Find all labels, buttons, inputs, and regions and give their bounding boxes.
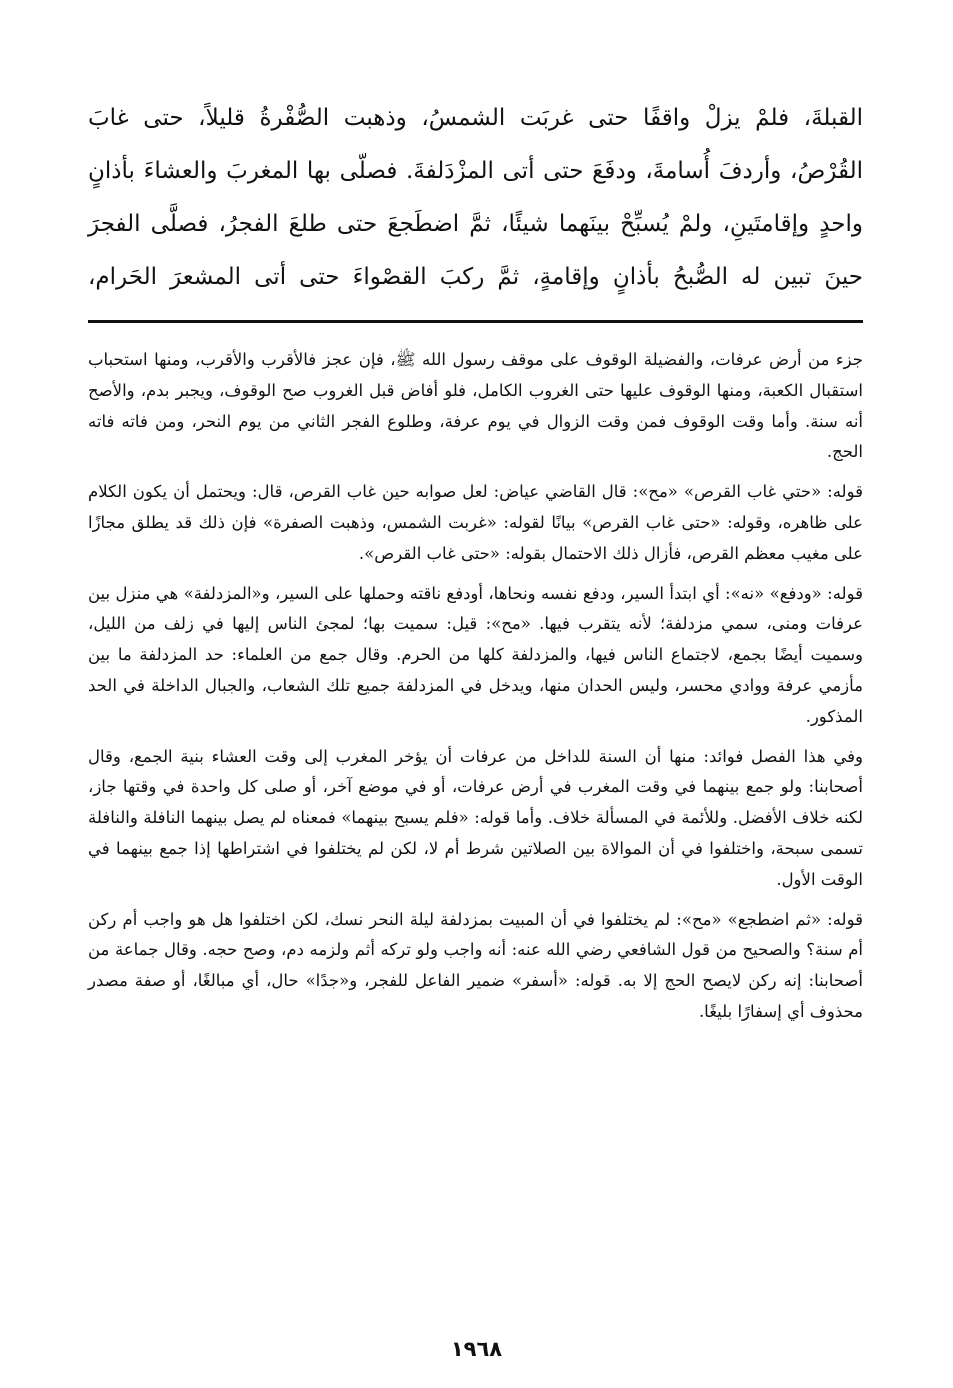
note-paragraph-3: قوله: «ودفع» «نه»: أي ابتدأ السير، ودفع نفسه ونحاها، أودفع ناقته وحملها على السير، و«المزدلفة» هي منزل بين عرفات ومنى، سمي مزدلفة؛ لأنه يتقرب فيها. «مح»: قيل: سميت بها؛ لمجئ الناس إليها في زلف من الليل، وسميت أيضًا بجمع، لاجتماع الناس فيها، والمزدلفة كلها من الحرم. وقال جمع من العلماء: حد المزدلفة ما بين مأزمي عرفة ووادي محسر، وليس الحدان منها، ويدخل في المزدلفة جميع تلك الشعاب، والجبال الداخلة في الحد المذكور.	[88, 583, 863, 726]
page-number: ١٩٦٨	[450, 1337, 503, 1361]
note-paragraph-1: جزء من أرض عرفات، والفضيلة الوقوف على موقف رسول الله ﷺ، فإن عجز فالأقرب والأقرب، ومنها استحباب استقبال الكعبة، ومنها الوقوف عليها حتى الغروب الكامل، فلو أفاض قبل الغروب صح الوقوف، ويجبر بدم، والأصح أنه سنة. وأما وقت الوقوف فمن وقت الزوال في يوم عرفة، وطلوع الفجر الثاني من يوم النحر، ومن فاته فاته الحج.	[88, 350, 863, 462]
document-page	[88, 92, 863, 1037]
note-paragraph-5: قوله: «ثم اضطجع» «مح»: لم يختلفوا في أن المبيت بمزدلفة ليلة النحر نسك، لكن اختلفوا هل هو واجب أم ركن أم سنة؟ والصحيح من قول الشافعي رضي الله عنه: أنه واجب ولو تركه أثم ولزمه دم، وصح حجه. وقال جماعة من أصحابنا: إنه ركن لايصح الحج إلا به. قوله: «أسفر» ضمير الفاعل للفجر، و«جدًا» حال، أي مبالغًا، أو صفة مصدر محذوف أي إسفارًا بليغًا.	[88, 909, 863, 1021]
hadith-main-text	[88, 92, 863, 304]
main-paragraph: القبلةَ، فلمْ يزلْ واقفًا حتى غربَت الشمسُ، وذهبت الصُّفْرةُ قليلاً، حتى غابَ القُرْصُ، وأردفَ أُسامةَ، ودفَعَ حتى أتى المزْدَلفةَ. فصلّى بها المغربَ والعشاءَ بأذانٍ واحدٍ وإقامتَينِ، ولمْ يُسبِّحْ بينَهما شيئًا، ثمَّ اضطَجعَ حتى طلعَ الفجرُ، فصلَّى الفجرَ حينَ تبين له الصُّبحُ بأذانٍ وإقامةٍ، ثمَّ ركبَ القصْواءَ حتى أتى المشعرَ الحَرام،	[88, 105, 863, 290]
commentary-notes	[88, 345, 863, 1028]
note-paragraph-2: قوله: «حتي غاب القرص» «مح»: قال القاضي عياض: لعل صوابه حين غاب القرص، قال: ويحتمل أن يكون الكلام على ظاهره، وقوله: «حتى غاب القرص» بيانًا لقوله: «غربت الشمس، وذهبت الصفرة» فإن ذلك قد يطلق مجازًا على مغيب معظم القرص، فأزال ذلك الاحتمال بقوله: «حتى غاب القرص».	[88, 482, 863, 563]
footnote-divider	[88, 320, 863, 323]
note-paragraph-4: وفي هذا الفصل فوائد: منها أن السنة للداخل من عرفات أن يؤخر المغرب إلى وقت العشاء بنية الجمع، وقال أصحابنا: ولو جمع بينهما في وقت المغرب في أرض عرفات، أو في موضع آخر، أو صلى كل واحدة في وقتها جاز، لكنه خلاف الأفضل. وللأئمة في المسألة خلاف. وأما قوله: «فلم يسبح بينهما» فمعناه لم يصل بينهما النافلة والنافلة تسمى سبحة، واختلفوا في أن الموالاة بين الصلاتين شرط أم لا، لكن لم يختلفوا في اشتراطها إذا جمع بينهما في الوقت الأول.	[88, 746, 863, 889]
